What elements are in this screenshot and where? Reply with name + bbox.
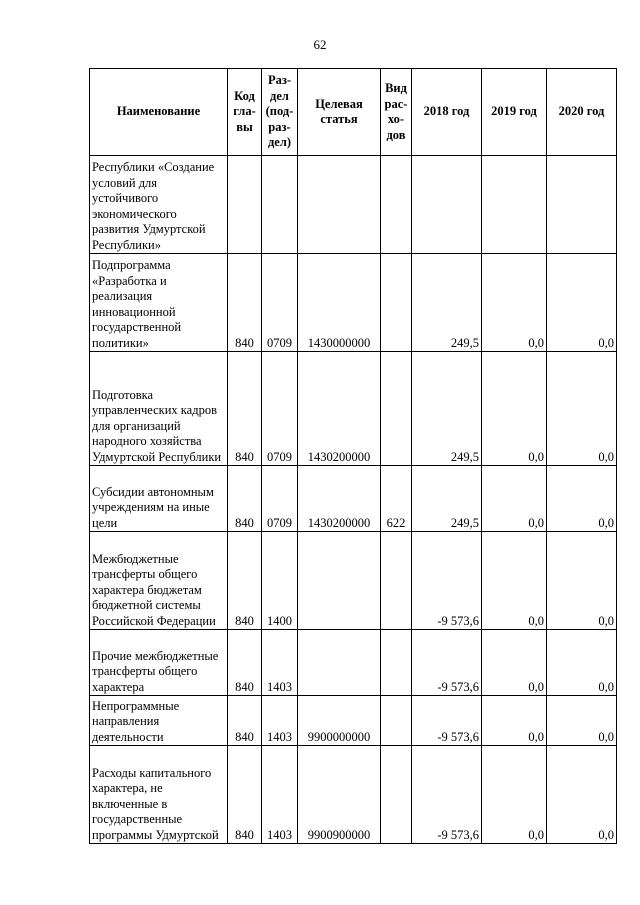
table-row xyxy=(90,532,617,630)
table-row xyxy=(90,254,617,352)
table-row xyxy=(90,696,617,746)
row-expense-type: 622 xyxy=(381,466,412,532)
budget-table xyxy=(89,68,617,844)
header-row xyxy=(90,69,617,156)
header-section: Раз- дел (под- раз- дел) xyxy=(262,69,298,156)
row-name: Субсидии автономным учреждениям на иные цели xyxy=(90,466,228,532)
row-name: Непрограммные направления деятельности xyxy=(90,696,228,746)
row-chapter: 840 xyxy=(228,352,262,466)
header-2020: 2020 год xyxy=(547,69,617,156)
header-2018: 2018 год xyxy=(412,69,482,156)
row-target xyxy=(298,156,381,254)
row-target xyxy=(298,630,381,696)
row-target: 1430200000 xyxy=(298,352,381,466)
row-2018: -9 573,6 xyxy=(412,746,482,844)
row-chapter: 840 xyxy=(228,746,262,844)
row-chapter xyxy=(228,156,262,254)
row-2020: 0,0 xyxy=(547,254,617,352)
row-2018: -9 573,6 xyxy=(412,532,482,630)
row-2018: 249,5 xyxy=(412,254,482,352)
row-2019: 0,0 xyxy=(482,352,547,466)
row-section xyxy=(262,156,298,254)
header-chapter-code: Код гла- вы xyxy=(228,69,262,156)
table-row xyxy=(90,630,617,696)
row-2018: -9 573,6 xyxy=(412,696,482,746)
row-expense-type xyxy=(381,696,412,746)
table-row xyxy=(90,466,617,532)
row-2020: 0,0 xyxy=(547,466,617,532)
table-row xyxy=(90,156,617,254)
row-chapter: 840 xyxy=(228,254,262,352)
table-row xyxy=(90,746,617,844)
row-2019: 0,0 xyxy=(482,532,547,630)
row-2018: 249,5 xyxy=(412,352,482,466)
header-2019: 2019 год xyxy=(482,69,547,156)
row-2020 xyxy=(547,156,617,254)
row-expense-type xyxy=(381,630,412,696)
row-section: 1403 xyxy=(262,630,298,696)
row-expense-type xyxy=(381,532,412,630)
row-section: 1403 xyxy=(262,746,298,844)
row-2020: 0,0 xyxy=(547,746,617,844)
row-target xyxy=(298,532,381,630)
row-section: 0709 xyxy=(262,352,298,466)
row-chapter: 840 xyxy=(228,532,262,630)
row-2018 xyxy=(412,156,482,254)
row-chapter: 840 xyxy=(228,630,262,696)
row-target: 1430000000 xyxy=(298,254,381,352)
row-name: Подготовка управленческих кадров для организаций народного хозяйства Удмуртской Республики xyxy=(90,352,228,466)
row-expense-type xyxy=(381,746,412,844)
row-name: Межбюджетные трансферты общего характера бюджетам бюджетной системы Российской Федерации xyxy=(90,532,228,630)
row-expense-type xyxy=(381,254,412,352)
header-expense-type: Вид рас- хо- дов xyxy=(381,69,412,156)
row-2020: 0,0 xyxy=(547,532,617,630)
row-section: 1400 xyxy=(262,532,298,630)
row-chapter: 840 xyxy=(228,696,262,746)
row-2020: 0,0 xyxy=(547,630,617,696)
row-2019: 0,0 xyxy=(482,696,547,746)
row-name: Расходы капитального характера, не включенные в государственные программы Удмуртской xyxy=(90,746,228,844)
header-name: Наименование xyxy=(90,69,228,156)
row-expense-type xyxy=(381,156,412,254)
row-2019: 0,0 xyxy=(482,466,547,532)
row-2020: 0,0 xyxy=(547,352,617,466)
row-section: 0709 xyxy=(262,466,298,532)
row-name: Республики «Создание условий для устойчивого экономического развития Удмуртской Республики» xyxy=(90,156,228,254)
row-2018: -9 573,6 xyxy=(412,630,482,696)
row-target: 9900000000 xyxy=(298,696,381,746)
row-2018: 249,5 xyxy=(412,466,482,532)
row-chapter: 840 xyxy=(228,466,262,532)
row-2020: 0,0 xyxy=(547,696,617,746)
row-target: 9900900000 xyxy=(298,746,381,844)
row-2019: 0,0 xyxy=(482,630,547,696)
row-name: Прочие межбюджетные трансферты общего характера xyxy=(90,630,228,696)
page-number: 62 xyxy=(313,37,327,52)
row-section: 1403 xyxy=(262,696,298,746)
row-target: 1430200000 xyxy=(298,466,381,532)
row-2019: 0,0 xyxy=(482,746,547,844)
row-2019 xyxy=(482,156,547,254)
row-name: Подпрограмма «Разработка и реализация инновационной государственной политики» xyxy=(90,254,228,352)
row-2019: 0,0 xyxy=(482,254,547,352)
header-target-article: Целевая статья xyxy=(298,69,381,156)
row-section: 0709 xyxy=(262,254,298,352)
table-row xyxy=(90,352,617,466)
row-expense-type xyxy=(381,352,412,466)
